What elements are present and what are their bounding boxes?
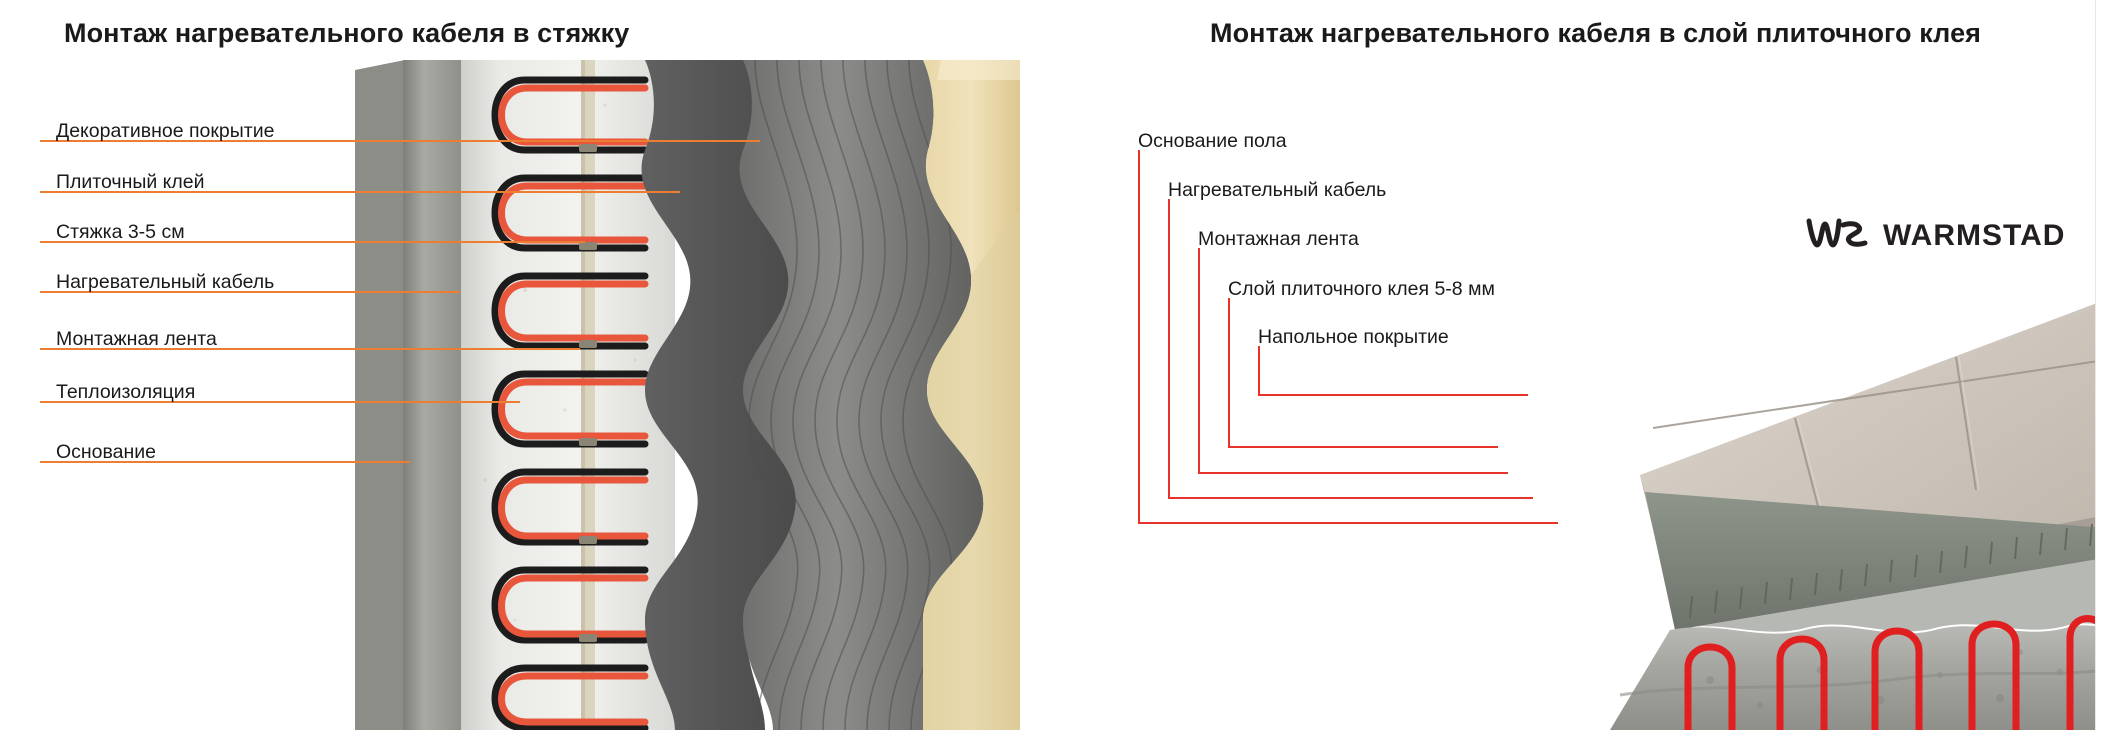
page-edge-sliver <box>2095 0 2102 730</box>
leader-v-floor-base <box>1138 150 1140 524</box>
right-diagram-panel <box>1120 0 2102 730</box>
leader-line-heating-cable <box>1168 497 1533 499</box>
label-floor-covering: Напольное покрытие <box>1258 326 1449 348</box>
warmstad-wave-mark <box>1805 215 1875 257</box>
leader-v-floor-covering <box>1258 346 1260 396</box>
label-heating-cable: Нагревательный кабель <box>56 271 275 293</box>
warmstad-logo <box>1805 215 2066 261</box>
warmstad-logo-text: WARMSTAD <box>1883 219 2066 252</box>
leader-v-heating-cable <box>1168 199 1170 499</box>
label-base: Основание <box>56 441 157 463</box>
label-heating-cable: Нагревательный кабель <box>1168 179 1387 201</box>
leader-line-adhesive-layer <box>1228 446 1498 448</box>
tile-adhesive-installation-illustration <box>1460 300 2102 730</box>
leader-v-mounting-tape <box>1198 248 1200 474</box>
label-screed: Стяжка 3-5 см <box>56 221 185 243</box>
label-mounting-tape: Монтажная лента <box>56 328 217 350</box>
label-tile-adhesive: Плиточный клей <box>56 171 205 193</box>
leader-line-floor-covering <box>1258 394 1528 396</box>
label-adhesive-layer: Слой плиточного клея 5-8 мм <box>1228 278 1495 300</box>
label-floor-base: Основание пола <box>1138 130 1287 152</box>
label-decorative-covering: Декоративное покрытие <box>56 120 275 142</box>
leader-line-floor-base <box>1138 522 1558 524</box>
label-thermal-insulation: Теплоизоляция <box>56 381 196 403</box>
left-panel-title: Монтаж нагревательного кабеля в стяжку <box>64 18 630 48</box>
leader-line-mounting-tape <box>1198 472 1508 474</box>
leader-v-adhesive-layer <box>1228 298 1230 448</box>
label-mounting-tape: Монтажная лента <box>1198 228 1359 250</box>
screed-installation-illustration <box>345 60 1020 730</box>
right-panel-title: Монтаж нагревательного кабеля в слой плиточного клея <box>1210 18 1982 48</box>
